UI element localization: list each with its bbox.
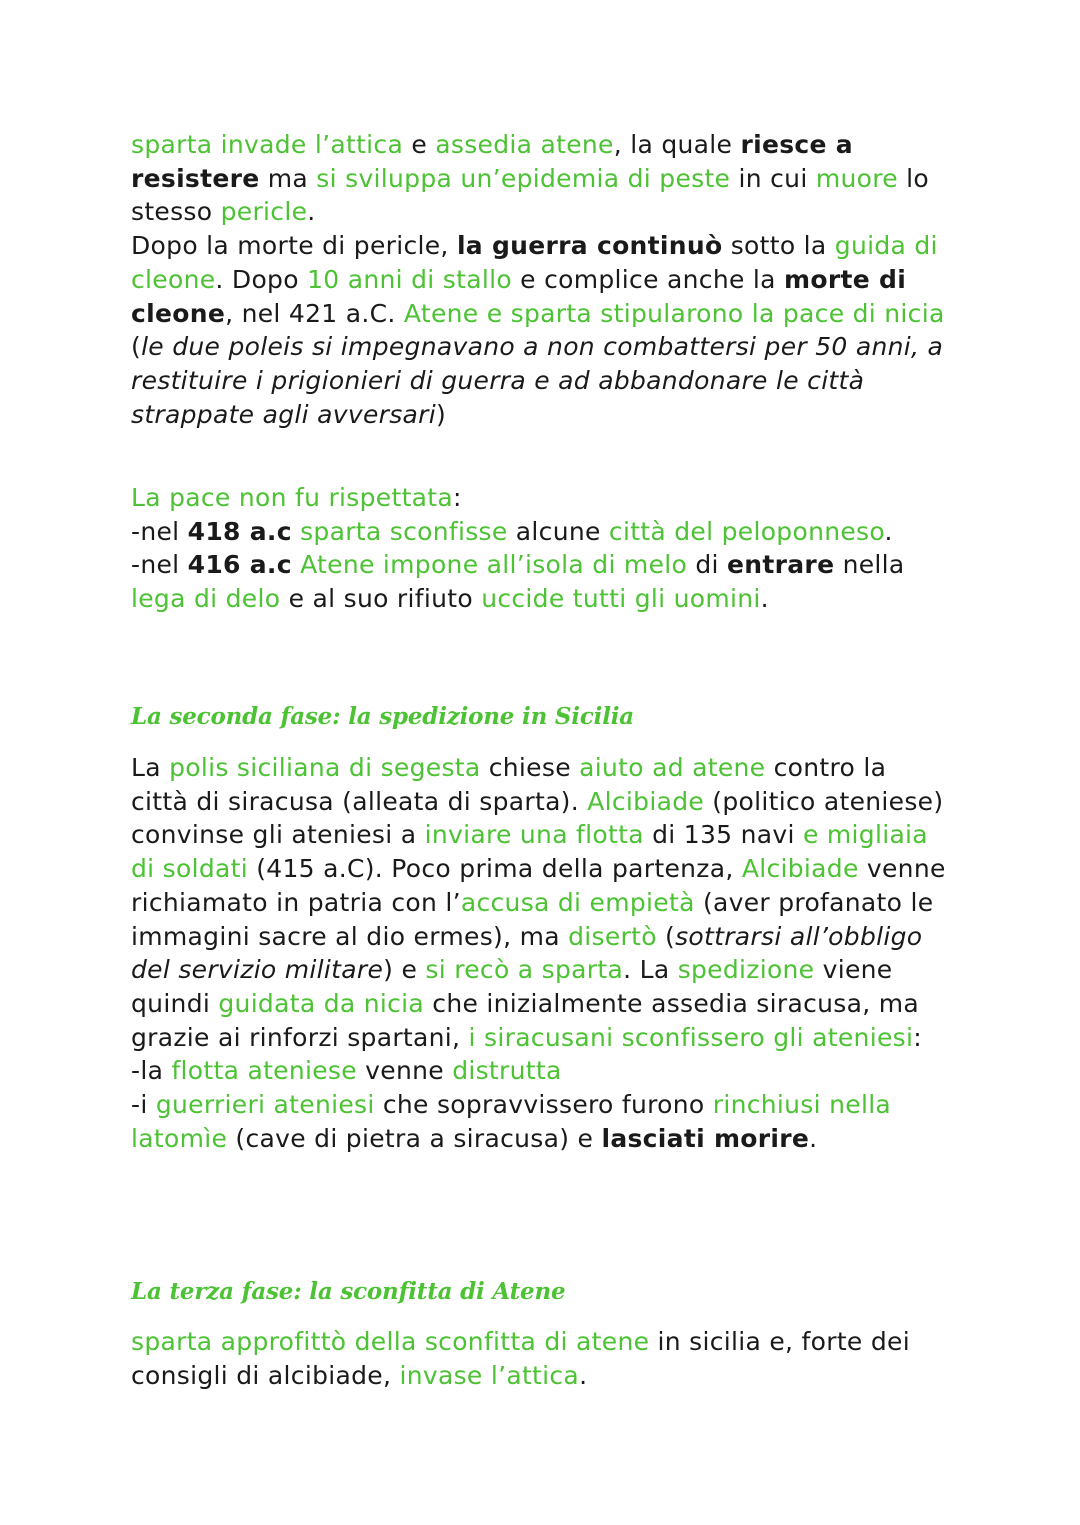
text-span: e complice anche la <box>511 264 785 294</box>
text-span: ) e <box>383 955 426 985</box>
text-span: e <box>403 130 436 159</box>
text-span: città del peloponneso <box>608 516 885 546</box>
text-span: le due poleis si impegnavano a non combattersi per 50 anni, a restituire i prigionieri di guerra e ad abbandonare le città strappate agli avversari <box>131 332 944 429</box>
text-span: pericle <box>220 197 308 227</box>
text-span: , nel 421 a.C. <box>225 298 404 328</box>
text-span: venne <box>356 1056 453 1086</box>
paragraph-sparta-invades <box>131 1325 951 1392</box>
text-span: inviare una flotta <box>424 820 644 850</box>
text-span: e al suo rifiuto <box>280 584 482 614</box>
text-span: . <box>809 1123 818 1153</box>
text-span <box>292 517 300 546</box>
text-span: Dopo la morte di pericle, <box>131 231 457 261</box>
section-heading-third-phase: La terza fase: la sconfitta di Atene <box>131 1278 566 1305</box>
text-span: muore <box>815 163 898 193</box>
text-span: La <box>131 753 170 782</box>
text-span: -nel <box>131 550 188 580</box>
text-span: lega di delo <box>131 584 281 614</box>
text-span: polis siciliana di segesta <box>169 753 481 782</box>
section-heading-second-phase: La seconda fase: la spedizione in Sicilia <box>131 703 634 730</box>
text-span: contro la città di siracusa (alleata di sparta). <box>131 753 887 816</box>
text-span: Alcibiade <box>741 854 859 884</box>
text-span: . <box>884 516 893 546</box>
text-span: guida di cleone <box>131 231 938 294</box>
text-span: che inizialmente assedia siracusa, ma grazie ai rinforzi spartani, <box>131 988 919 1052</box>
text-span: (politico ateniese) convinse gli ateniesi a <box>131 786 944 850</box>
text-span: di <box>687 550 728 580</box>
paragraph-peace-not-respected <box>131 481 951 515</box>
text-span: . La <box>623 955 678 985</box>
text-span: , la quale <box>613 130 741 159</box>
text-span: guidata da nicia <box>218 988 425 1018</box>
paragraph-peace-of-nicias <box>131 229 951 431</box>
text-span: (aver profanato le immagini sacre al dio ermes), ma <box>131 887 934 951</box>
text-span: lasciati morire <box>601 1123 810 1153</box>
text-span: 10 anni di stallo <box>307 264 512 294</box>
text-span: nella <box>834 550 905 580</box>
text-span: i siracusani sconfissero gli ateniesi <box>468 1022 914 1052</box>
text-span: e migliaia di soldati <box>131 820 928 884</box>
text-span: disertò <box>568 921 657 951</box>
text-span: sparta invade l’attica <box>131 130 404 159</box>
list-item-418 <box>131 515 951 549</box>
sicily-expedition-text-block <box>131 751 951 1155</box>
text-span: -i <box>131 1090 156 1120</box>
text-span: venne richiamato in patria con l’ <box>131 854 946 917</box>
paragraph-sicily-expedition <box>131 751 951 1054</box>
text-span: rinchiusi nella latomìe <box>131 1090 892 1153</box>
text-span: . Dopo <box>215 264 308 294</box>
peace-broken-text-block <box>131 481 951 616</box>
list-item-fleet-destroyed <box>131 1054 951 1088</box>
text-span: -la <box>131 1056 172 1086</box>
text-span: riesce a resistere <box>131 130 853 193</box>
defeat-of-athens-text-block <box>131 1325 951 1392</box>
text-span: invase l’attica <box>399 1360 580 1390</box>
list-item-latomie <box>131 1088 951 1155</box>
text-span: accusa di empietà <box>460 887 695 917</box>
text-span: Alcibiade <box>587 786 705 816</box>
text-span: viene quindi <box>131 955 893 1018</box>
text-span: flotta ateniese <box>171 1056 357 1086</box>
text-span: 416 a.c <box>187 550 292 580</box>
text-span: alcune <box>507 516 609 546</box>
text-span: sparta approfittò della sconfitta di atene <box>131 1327 650 1356</box>
text-span: ma <box>259 163 317 193</box>
text-span: 418 a.c <box>187 516 292 546</box>
text-span: (415 a.C). Poco prima della partenza, <box>247 854 742 884</box>
text-span: sottrarsi all’obbligo del servizio militare <box>131 921 923 985</box>
text-span: la guerra continuò <box>456 231 723 261</box>
text-span: uccide tutti gli uomini <box>481 584 761 614</box>
text-span: guerrieri ateniesi <box>155 1090 375 1120</box>
text-span: . <box>307 197 316 227</box>
text-span: di 135 navi <box>643 820 803 850</box>
text-span: in sicilia e, forte dei consigli di alcibiade, <box>131 1327 910 1390</box>
text-span: Atene e sparta stipularono la pace di nicia <box>403 298 945 328</box>
text-span: si sviluppa un’epidemia di peste <box>316 163 731 193</box>
text-span: in cui <box>730 163 816 193</box>
text-span: che sopravvissero furono <box>374 1090 713 1120</box>
text-span <box>292 550 300 579</box>
text-span: -nel <box>131 516 188 546</box>
paragraph-siege-of-athens <box>131 128 951 229</box>
text-span: ( <box>131 332 142 362</box>
text-span: ( <box>656 921 676 951</box>
text-span: sotto la <box>722 231 835 261</box>
text-span: Atene impone all’isola di melo <box>300 550 688 580</box>
text-span: chiese <box>480 753 580 782</box>
text-span: aiuto ad atene <box>579 753 766 782</box>
text-span: distrutta <box>452 1056 562 1086</box>
text-span: . <box>760 584 769 614</box>
text-span: sparta sconfisse <box>300 516 508 546</box>
text-span: (cave di pietra a siracusa) e <box>227 1123 602 1153</box>
text-span: lo stesso <box>131 163 930 227</box>
text-span: : <box>453 483 462 512</box>
text-span: : <box>913 1022 922 1052</box>
text-span: si recò a sparta <box>425 955 624 985</box>
text-span: . <box>579 1360 588 1390</box>
text-span: spedizione <box>677 955 815 985</box>
text-span: assedia atene <box>435 130 614 159</box>
text-span: La pace non fu rispettata <box>131 483 454 512</box>
text-span: morte di cleone <box>131 264 907 328</box>
text-span: entrare <box>727 550 835 580</box>
intro-text-block <box>131 128 951 431</box>
list-item-416 <box>131 548 951 615</box>
text-span: ) <box>435 399 447 429</box>
